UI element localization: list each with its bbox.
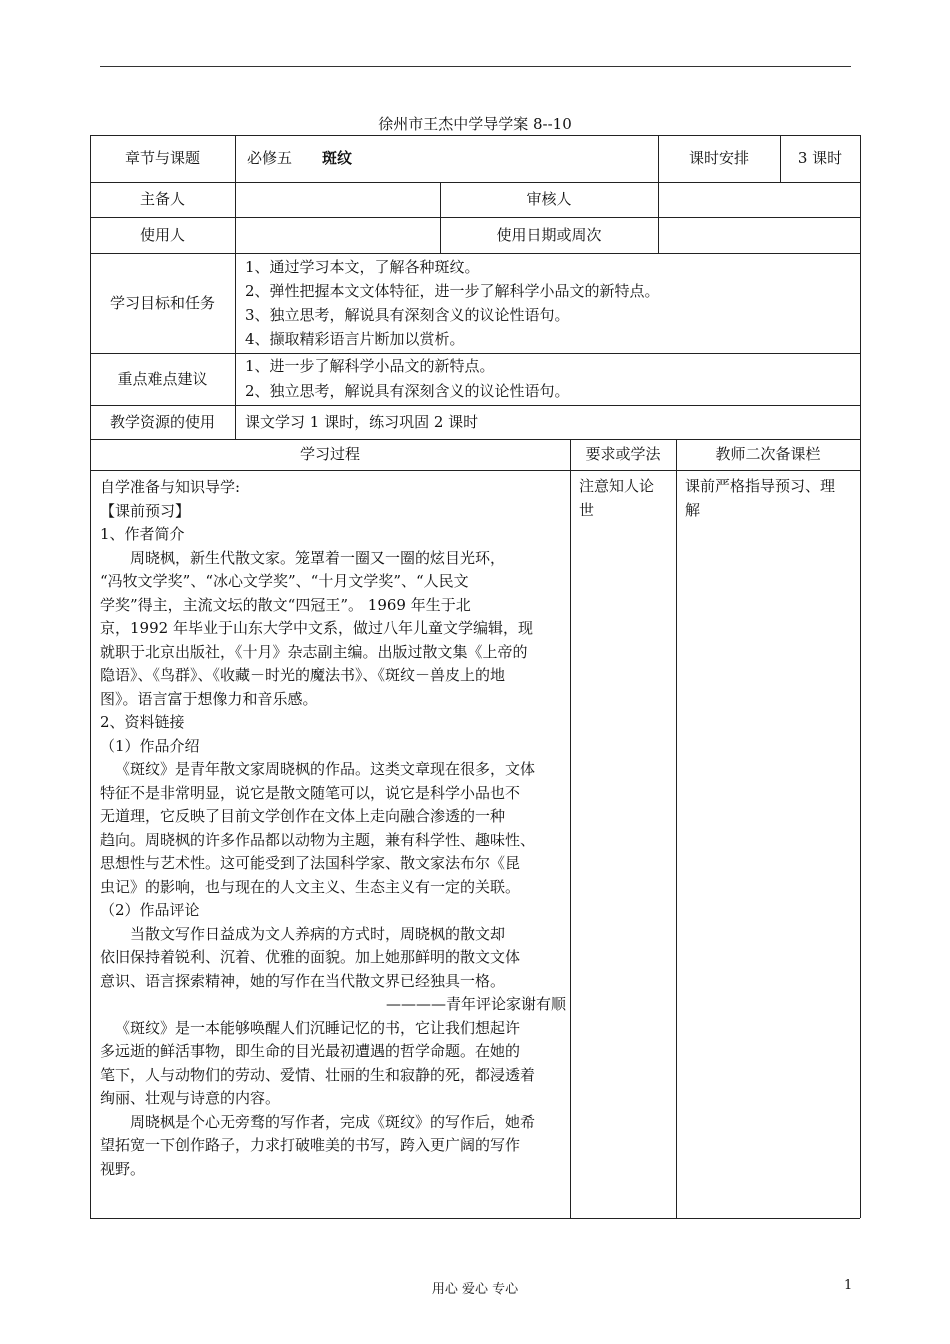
goal-item: 3、独立思考，解说具有深刻含义的议论性语句。: [245, 306, 570, 324]
column-divider: [676, 439, 677, 1218]
author-paragraph-line: 周晓枫，新生代散文家。笼罩着一圈又一圈的炫目光环，: [130, 548, 506, 567]
chapter-title: 斑纹: [322, 149, 353, 167]
header-rule: [100, 66, 851, 67]
date-label: 使用日期或周次: [496, 226, 602, 244]
key-point-item: 2、独立思考，解说具有深刻含义的议论性语句。: [245, 382, 570, 400]
author-paragraph-line: 京，1992 年毕业于山东大学中文系，做过八年儿童文学编辑，现: [100, 619, 533, 637]
teacher-note-line: 解: [685, 501, 701, 519]
column-divider: [570, 439, 571, 1218]
author-paragraph-line: 就职于北京出版社，《十月》杂志副主编。出版过散文集《上帝的: [100, 642, 528, 661]
document-title: 徐州市王杰中学导学案 8--10: [378, 115, 572, 133]
table-border-right: [860, 135, 861, 1218]
row-divider: [90, 217, 860, 218]
resources-label: 教学资源的使用: [109, 413, 215, 431]
method-note-line: 注意知人论: [579, 477, 655, 495]
review-line: 依旧保持着锐利、沉着、优雅的面貌。加上她那鲜明的散文文体: [100, 948, 521, 966]
row-divider: [90, 439, 860, 440]
review-line: 当散文写作日益成为文人养病的方式时，周晓枫的散文却: [130, 924, 506, 943]
author-paragraph-line: 图》。语言富于想像力和音乐感。: [100, 689, 318, 708]
method-note-line: 世: [579, 501, 595, 519]
row-divider: [90, 253, 860, 254]
author-heading: 1、作者简介: [100, 525, 185, 543]
intro-line: 自学准备与知识导学:: [100, 478, 241, 496]
preparer-label: 主备人: [139, 190, 185, 208]
author-paragraph-line: “冯牧文学奖”、“冰心文学奖”、“十月文学奖”、“人民文: [100, 572, 469, 590]
goal-item: 2、弹性把握本文文体特征，进一步了解科学小品文的新特点。: [245, 282, 660, 300]
review-attribution: ————青年评论家谢有顺: [385, 995, 566, 1013]
works-intro-heading: （1）作品介绍: [100, 736, 200, 755]
works-intro-line: 趋向。周晓枫的许多作品都以动物为主题，兼有科学性、趣味性、: [100, 830, 536, 849]
review-heading: （2）作品评论: [100, 901, 200, 919]
goals-label: 学习目标和任务: [109, 294, 215, 312]
paragraph-line: 视野。: [100, 1159, 146, 1178]
footer-motto: 用心 爱心 专心: [431, 1282, 519, 1297]
row-divider: [90, 182, 860, 183]
resources-value: 课文学习 1 课时，练习巩固 2 课时: [245, 413, 479, 431]
preview-heading: 【课前预习】: [100, 501, 191, 520]
row-divider: [90, 353, 860, 354]
reviewer-label: 审核人: [526, 190, 572, 208]
chapter-book: 必修五: [247, 149, 293, 167]
process-header: 学习过程: [299, 445, 360, 463]
works-intro-line: 无道理，它反映了目前文学创作在文体上走向融合渗透的一种: [100, 807, 506, 825]
goal-item: 4、撷取精彩语言片断加以赏析。: [245, 330, 465, 348]
paragraph-line: 望拓宽一下创作路子，力求打破唯美的书写，跨入更广阔的写作: [100, 1136, 521, 1154]
hours-label: 课时安排: [688, 149, 749, 167]
row-divider: [90, 405, 860, 406]
hours-value: 3 课时: [797, 149, 843, 167]
works-intro-line: 特征不是非常明显，说它是散文随笔可以，说它是科学小品也不: [100, 783, 521, 802]
learning-process-body: [100, 476, 566, 1181]
chapter-label: 章节与课题: [124, 149, 200, 167]
teacher-note-line: 课前严格指导预习、理: [685, 477, 836, 495]
column-divider: [235, 135, 236, 439]
paragraph-line: 多远逝的鲜活事物，即生命的目光最初遭遇的哲学命题。在她的: [100, 1042, 521, 1060]
materials-heading: 2、资料链接: [100, 713, 185, 731]
author-paragraph-line: 学奖”得主，主流文坛的散文“四冠王”。 1969 年生于北: [100, 595, 471, 614]
goal-item: 1、通过学习本文，了解各种斑纹。: [245, 258, 480, 276]
table-border-bottom: [90, 1218, 860, 1219]
teacher-notes-header: 教师二次备课栏: [715, 445, 821, 463]
paragraph-line: 笔下，人与动物们的劳动、爱情、壮丽的生和寂静的死，都浸透着: [100, 1065, 536, 1084]
paragraph-line: 《斑纹》是一本能够唤醒人们沉睡记忆的书，它让我们想起许: [115, 1018, 521, 1037]
review-line: 意识、语言探索精神，她的写作在当代散文界已经独具一格。: [100, 971, 506, 990]
author-paragraph-line: 隐语》、《鸟群》、《收藏－时光的魔法书》、《斑纹－兽皮上的地: [100, 666, 506, 684]
row-divider: [90, 470, 860, 471]
works-intro-line: 虫记》的影响，也与现在的人文主义、生态主义有一定的关联。: [100, 877, 521, 896]
works-intro-line: 思想性与艺术性。这可能受到了法国科学家、散文家法布尔《昆: [100, 854, 521, 872]
key-points-label: 重点难点建议: [117, 370, 208, 388]
key-point-item: 1、进一步了解科学小品文的新特点。: [245, 357, 495, 375]
paragraph-line: 绚丽、壮观与诗意的内容。: [100, 1089, 281, 1107]
table-border-top: [90, 135, 860, 136]
works-intro-line: 《斑纹》是青年散文家周晓枫的作品。这类文章现在很多，文体: [115, 760, 536, 778]
user-label: 使用人: [139, 226, 185, 244]
method-header: 要求或学法: [585, 445, 661, 463]
page-number: 1: [844, 1278, 853, 1293]
paragraph-line: 周晓枫是个心无旁骛的写作者，完成《斑纹》的写作后，她希: [130, 1112, 536, 1131]
